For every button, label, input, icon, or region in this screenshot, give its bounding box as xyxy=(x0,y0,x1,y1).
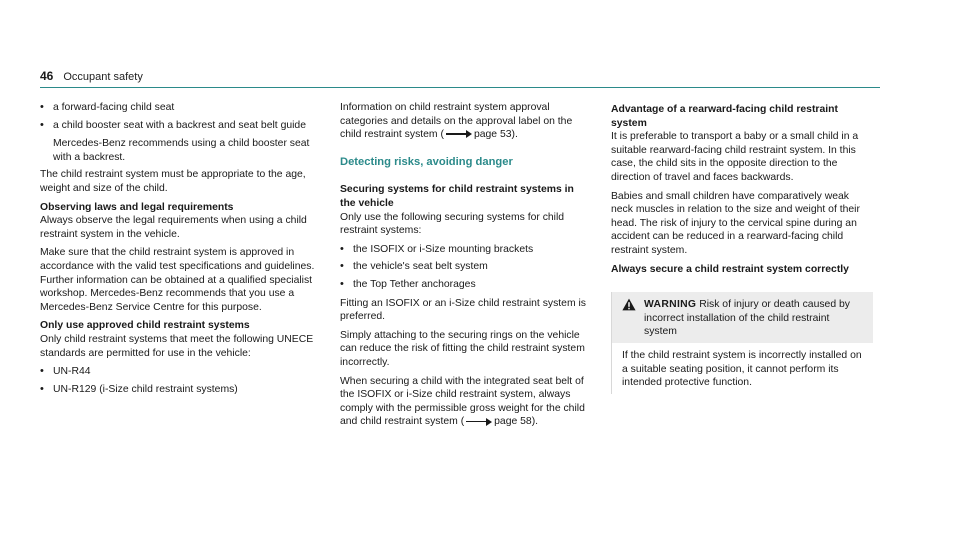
cross-reference-arrow-icon xyxy=(466,418,492,426)
laws-heading: Observing laws and legal requirements xyxy=(40,201,234,213)
column-3 xyxy=(611,101,873,394)
laws-paragraph: Always observe the legal requirements when using a child restraint system in the vehicle. xyxy=(40,215,307,240)
babies-paragraph: Babies and small children have comparatively weak neck muscles in relation to the size and weight of their head. The risk of injury to the cervical spine during an accident can be reduced in a rearward-facing child restraint system. xyxy=(611,190,860,256)
securing-systems-heading: Securing systems for child restraint systems in the vehicle xyxy=(340,184,574,209)
approval-info-paragraph xyxy=(340,101,590,142)
column-2 xyxy=(340,101,590,434)
header-divider xyxy=(40,87,880,88)
page-number: 46 xyxy=(40,69,54,83)
cross-reference-arrow-icon xyxy=(446,130,472,138)
fitting-paragraph: Fitting an ISOFIX or an i-Size child restraint system is preferred. xyxy=(340,297,586,323)
warning-label: WARNING xyxy=(644,299,697,311)
section-title: Occupant safety xyxy=(63,71,143,83)
list-item: • the Top Tether anchorages xyxy=(340,278,590,292)
attaching-paragraph: Simply attaching to the securing rings on the vehicle can reduce the risk of fitting the child restraint system incorrectly. xyxy=(340,329,585,368)
warning-box xyxy=(611,292,873,394)
list-item: • the ISOFIX or i-Size mounting brackets xyxy=(340,243,590,257)
always-secure-heading: Always secure a child restraint system correctly xyxy=(611,263,849,275)
approval-info-text: Information on child restraint system approval categories and details on the approval label on the child restraint system ( xyxy=(340,102,573,141)
warning-header xyxy=(612,292,873,343)
warning-title-text: Risk of injury or death caused by incorrect installation of the child restraint system xyxy=(644,299,850,338)
standards-list xyxy=(40,365,325,396)
only-approved-paragraph: Only child restraint systems that meet the following UNECE standards are permitted for use in the vehicle: xyxy=(40,333,314,359)
page-reference-link[interactable]: page 53). xyxy=(473,129,518,141)
list-item: • a child booster seat with a backrest and seat belt guide xyxy=(40,119,325,133)
securing-paragraph: Only use the following securing systems for child restraint systems: xyxy=(340,211,565,237)
gross-weight-paragraph xyxy=(340,375,590,429)
list-item: • a forward-facing child seat xyxy=(40,101,325,115)
gross-weight-text: When securing a child with the integrated seat belt of the ISOFIX or i-Size child restraint system, always comply with the permissible gross weight for the child and child restraint system ( xyxy=(340,375,585,428)
list-item: • the vehicle's seat belt system xyxy=(340,260,590,274)
list-item: • UN-R129 (i-Size child restraint systems) xyxy=(40,383,325,397)
column-1 xyxy=(40,101,325,401)
list-item: • UN-R44 xyxy=(40,365,325,379)
only-approved-heading: Only use approved child restraint systems xyxy=(40,320,250,332)
detecting-risks-heading: Detecting risks, avoiding danger xyxy=(340,155,513,168)
booster-recommendation: Mercedes-Benz recommends using a child booster seat with a backrest. xyxy=(53,138,310,163)
appropriate-paragraph: The child restraint system must be appropriate to the age, weight and size of the child. xyxy=(40,169,306,194)
warning-body: If the child restraint system is incorrectly installed on a suitable seating position, it cannot perform its intended protective function. xyxy=(622,349,862,389)
seat-type-list xyxy=(40,101,325,132)
preferable-paragraph: It is preferable to transport a baby or a small child in a suitable rearward-facing child restraint system. In this case, the child sits in the opposite direction to the direction of travel and faces backwards. xyxy=(611,131,859,183)
advantage-heading: Advantage of a rearward-facing child restraint system xyxy=(611,104,838,129)
warning-triangle-icon xyxy=(622,298,636,311)
approved-paragraph: Make sure that the child restraint system is approved in accordance with the valid test specifications and guidelines. Further information can be obtained at a qualified specialist workshop. Mercedes-Benz recommends that you use a Mercedes-Benz Service Centre for this purpose. xyxy=(40,247,315,313)
page-reference-link[interactable]: page 58). xyxy=(494,416,539,428)
page-header xyxy=(40,70,143,85)
warning-title xyxy=(644,298,863,339)
securing-list xyxy=(340,243,590,292)
